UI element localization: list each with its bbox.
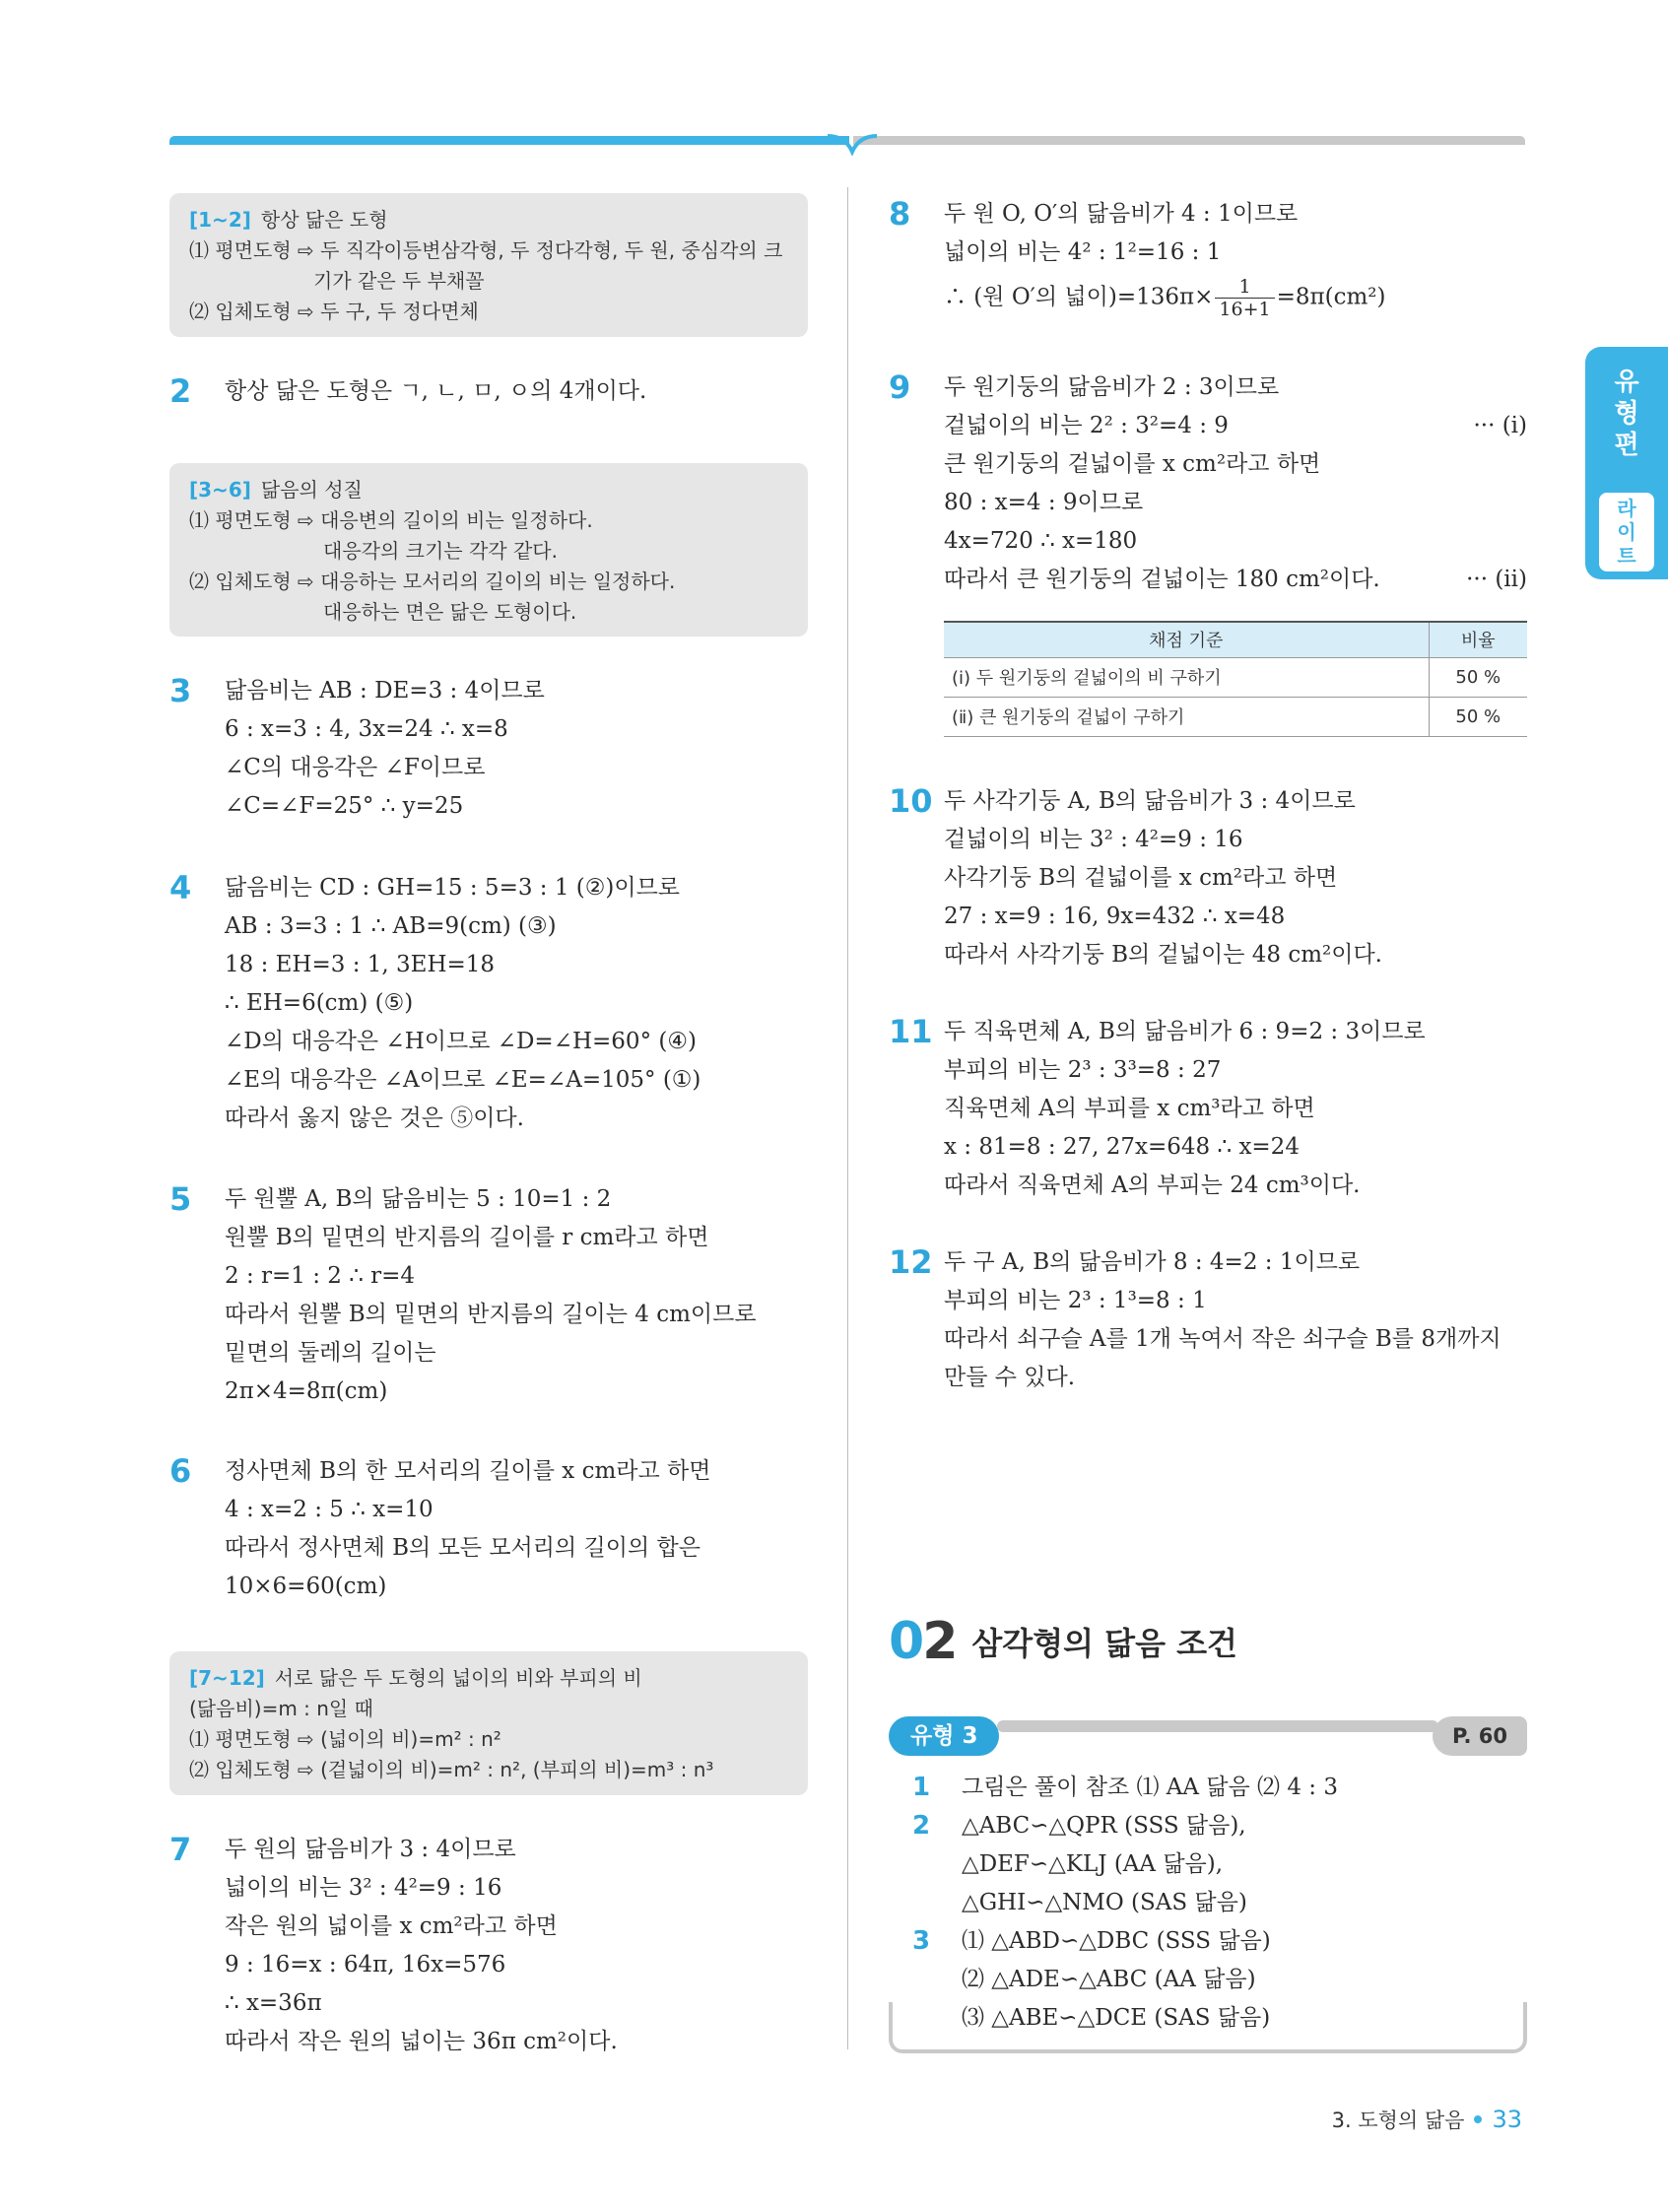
- solution-line: 넓이의 비는 3² : 4²=9 : 16: [225, 1875, 502, 1901]
- problem-2: [169, 372, 808, 411]
- solution-line: 닮음비는 CD : GH=15 : 5=3 : 1 (②)이므로: [225, 875, 681, 901]
- answer-text: △DEF∽△KLJ (AA 닮음),: [962, 1851, 1224, 1877]
- problem-8: [889, 195, 1527, 320]
- problem-11: [889, 1013, 1527, 1205]
- answer-text: ⑴ △ABD∽△DBC (SSS 닮음): [962, 1928, 1271, 1954]
- box-line: ⑴ 평면도형 ⇨ 두 직각이등변삼각형, 두 정다각형, 두 원, 중심각의 크: [189, 238, 783, 262]
- solution-line: AB : 3=3 : 1 ∴ AB=9(cm) (③): [225, 913, 557, 939]
- grading-table: [944, 621, 1527, 737]
- answer-row: [912, 1961, 1523, 1999]
- problem-3: [169, 672, 808, 826]
- table-cell: (ⅱ) 큰 원기둥의 겉넓이 구하기: [944, 697, 1429, 736]
- box-heading: 항상 닮은 도형: [260, 208, 388, 232]
- box-tag: [3~6]: [189, 478, 251, 502]
- side-tab-main-text: 유형편: [1614, 368, 1639, 460]
- footer-chapter: 3. 도형의 닮음: [1331, 2109, 1465, 2132]
- solution-line: 두 사각기둥 A, B의 닮음비가 3 : 4이므로: [944, 788, 1356, 814]
- problem-number: 5: [169, 1180, 192, 1218]
- box-line: ⑴ 평면도형 ⇨ 대응변의 길이의 비는 일정하다.: [189, 508, 593, 532]
- side-tab-sub: [1599, 493, 1654, 571]
- table-header-row: [944, 622, 1527, 657]
- box-line: ⑵ 입체도형 ⇨ 두 구, 두 정다면체: [189, 300, 479, 323]
- table-row: [944, 657, 1527, 697]
- problem-5: [169, 1180, 808, 1411]
- header-bar-left: [169, 136, 849, 145]
- answer-row: [912, 1845, 1523, 1884]
- problem-number: 2: [169, 372, 192, 410]
- box-tag: [1~2]: [189, 208, 251, 232]
- solution-line: x : 81=8 : 27, 27x=648 ∴ x=24: [944, 1134, 1300, 1160]
- solution-line: 넓이의 비는 4² : 1²=16 : 1: [944, 239, 1222, 265]
- problem-6: [169, 1452, 808, 1606]
- problem-number: 4: [169, 869, 192, 906]
- solution-line: 원뿔 B의 밑면의 반지름의 길이를 r cm라고 하면: [225, 1225, 709, 1250]
- page-reference: P. 60: [1433, 1716, 1527, 1756]
- solution-line: 2π×4=8π(cm): [225, 1378, 388, 1404]
- grading-mark: ··· (ⅱ): [1466, 567, 1527, 592]
- solution-line: ∠D의 대응각은 ∠H이므로 ∠D=∠H=60° (④): [225, 1029, 697, 1054]
- summary-box-3: [169, 1651, 808, 1795]
- table-header-cell: 채점 기준: [944, 622, 1429, 657]
- solution-line: 닮음비는 AB : DE=3 : 4이므로: [225, 678, 545, 704]
- solution-line: 따라서 정사면체 B의 모든 모서리의 길이의 합은: [225, 1535, 701, 1561]
- problem-number: 12: [889, 1243, 933, 1281]
- side-tab-sub-text: 라이트: [1617, 497, 1636, 568]
- section-heading: [889, 1612, 1237, 1671]
- answer-text: ⑵ △ADE∽△ABC (AA 닮음): [962, 1967, 1256, 1992]
- solution-line: 따라서 직육면체 A의 부피는 24 cm³이다.: [944, 1173, 1361, 1198]
- solution-line: 직육면체 A의 부피를 x cm³라고 하면: [944, 1096, 1315, 1121]
- solution-line: 따라서 작은 원의 넓이는 36π cm²이다.: [225, 2029, 618, 2054]
- answer-text: ⑶ △ABE∽△DCE (SAS 닮음): [962, 2005, 1271, 2031]
- fraction-numerator: 1: [1215, 276, 1274, 299]
- problem-10: [889, 782, 1527, 974]
- type-label: 유형 3: [889, 1716, 999, 1756]
- solution-line: 큰 원기둥의 겉넓이를 x cm²라고 하면: [944, 451, 1321, 477]
- fraction: [1215, 276, 1274, 320]
- problem-4: [169, 869, 808, 1138]
- calc-prefix: ∴ (원 O′의 넓이)=136π×: [944, 284, 1214, 310]
- type-bar-line: [997, 1720, 1438, 1732]
- solution-line: 항상 닮은 도형은 ㄱ, ㄴ, ㅁ, ㅇ의 4개이다.: [225, 378, 647, 404]
- table-cell: 50 %: [1429, 657, 1527, 697]
- problem-7: [169, 1831, 808, 2061]
- answer-row: [912, 1999, 1523, 2038]
- answer-row: [912, 1922, 1523, 1961]
- solution-line: 부피의 비는 2³ : 1³=8 : 1: [944, 1288, 1207, 1313]
- solution-line: 두 직육면체 A, B의 닮음비가 6 : 9=2 : 3이므로: [944, 1019, 1426, 1044]
- answer-text: △ABC∽△QPR (SSS 닮음),: [962, 1813, 1246, 1839]
- line-text: 따라서 큰 원기둥의 겉넓이는 180 cm²이다.: [944, 567, 1380, 592]
- section-number-o: 0: [889, 1612, 923, 1671]
- solution-line: 따라서 쇠구슬 A를 1개 녹여서 작은 쇠구슬 B를 8개까지: [944, 1326, 1501, 1352]
- solution-line: 부피의 비는 2³ : 3³=8 : 27: [944, 1057, 1222, 1083]
- answer-row: [912, 1807, 1523, 1845]
- solution-line: 80 : x=4 : 9이므로: [944, 490, 1144, 515]
- summary-box-1: [169, 193, 808, 337]
- solution-line: 따라서 원뿔 B의 밑면의 반지름의 길이는 4 cm이므로: [225, 1302, 757, 1327]
- solution-line: 따라서 옳지 않은 것은 ⑤이다.: [225, 1106, 524, 1131]
- box-heading: 닮음의 성질: [260, 478, 363, 502]
- solution-line: 밑면의 둘레의 길이는: [225, 1340, 436, 1366]
- answer-text: 그림은 풀이 참조 ⑴ AA 닮음 ⑵ 4 : 3: [962, 1775, 1338, 1800]
- problem-number: 3: [169, 672, 192, 709]
- solution-line: 만들 수 있다.: [944, 1365, 1076, 1390]
- page-number: 33: [1492, 2106, 1522, 2133]
- page-footer: [1332, 2105, 1522, 2134]
- solution-line: ∴ x=36π: [225, 1990, 322, 2016]
- solution-line: 9 : 16=x : 64π, 16x=576: [225, 1952, 506, 1977]
- fraction-denominator: 16+1: [1219, 299, 1271, 320]
- box-line: 기가 같은 두 부채꼴: [313, 269, 485, 293]
- solution-line: ∠E의 대응각은 ∠A이므로 ∠E=∠A=105° (①): [225, 1067, 701, 1093]
- table-cell: 50 %: [1429, 697, 1527, 736]
- problem-number: 11: [889, 1013, 933, 1050]
- solution-line: 두 구 A, B의 닮음비가 8 : 4=2 : 1이므로: [944, 1249, 1361, 1275]
- solution-line: 사각기둥 B의 겉넓이를 x cm²라고 하면: [944, 865, 1338, 891]
- problem-9: [889, 369, 1527, 599]
- section-number-rest: 2: [922, 1612, 957, 1671]
- grading-mark: ··· (ⅰ): [1473, 413, 1527, 438]
- answer-row: [912, 1769, 1523, 1807]
- solution-line: 따라서 사각기둥 B의 겉넓이는 48 cm²이다.: [944, 942, 1382, 968]
- box-line: 대응각의 크기는 각각 같다.: [323, 539, 558, 563]
- problem-number: 8: [889, 195, 911, 233]
- table-row: [944, 697, 1527, 736]
- box-line: ⑴ 평면도형 ⇨ (넓이의 비)=m² : n²: [189, 1727, 501, 1751]
- solution-line: 두 원기둥의 닮음비가 2 : 3이므로: [944, 374, 1280, 400]
- solution-line: 두 원뿔 A, B의 닮음비는 5 : 10=1 : 2: [225, 1186, 612, 1212]
- answer-row: [912, 1884, 1523, 1922]
- section-title: 삼각형의 닮음 조건: [971, 1625, 1237, 1662]
- solution-line: 6 : x=3 : 4, 3x=24 ∴ x=8: [225, 716, 508, 742]
- footer-dot-icon: [1474, 2115, 1482, 2123]
- solution-line: [944, 407, 1527, 445]
- solution-line: 2 : r=1 : 2 ∴ r=4: [225, 1263, 416, 1289]
- column-divider: [847, 187, 848, 2049]
- side-tab[interactable]: [1585, 347, 1668, 579]
- header-notch: [828, 134, 877, 156]
- solution-line: ∠C=∠F=25° ∴ y=25: [225, 793, 464, 819]
- problem-12: [889, 1243, 1527, 1397]
- problem-number: 6: [169, 1452, 192, 1490]
- box-line: ⑵ 입체도형 ⇨ (겉넓이의 비)=m² : n², (부피의 비)=m³ : n³: [189, 1758, 714, 1781]
- calc-suffix: =8π(cm²): [1276, 284, 1386, 310]
- box-tag: [7~12]: [189, 1666, 265, 1690]
- type-bar: [889, 1716, 1527, 1756]
- answer-number: 3: [912, 1926, 931, 1956]
- problem-number: 10: [889, 782, 933, 820]
- solution-line: 4 : x=2 : 5 ∴ x=10: [225, 1497, 434, 1522]
- box-line: ⑵ 입체도형 ⇨ 대응하는 모서리의 길이의 비는 일정하다.: [189, 570, 676, 593]
- solution-line: [944, 276, 1527, 320]
- solution-line: 작은 원의 넓이를 x cm²라고 하면: [225, 1913, 558, 1939]
- line-text: 겉넓이의 비는 2² : 3²=4 : 9: [944, 413, 1229, 438]
- problem-number: 9: [889, 369, 911, 406]
- solution-line: ∠C의 대응각은 ∠F이므로: [225, 755, 486, 780]
- solution-line: 두 원의 닮음비가 3 : 4이므로: [225, 1837, 516, 1862]
- solution-line: 4x=720 ∴ x=180: [944, 528, 1138, 554]
- header-bar-right: [853, 136, 1525, 145]
- solution-line: 두 원 O, O′의 닮음비가 4 : 1이므로: [944, 201, 1299, 227]
- solution-line: ∴ EH=6(cm) (⑤): [225, 990, 414, 1016]
- side-tab-main: [1585, 367, 1668, 461]
- summary-box-2: [169, 463, 808, 637]
- table-header-cell: 비율: [1429, 622, 1527, 657]
- solution-line: 27 : x=9 : 16, 9x=432 ∴ x=48: [944, 904, 1286, 929]
- solution-line: 18 : EH=3 : 1, 3EH=18: [225, 952, 496, 977]
- table-cell: (ⅰ) 두 원기둥의 겉넓이의 비 구하기: [944, 657, 1429, 697]
- answer-number: 2: [912, 1811, 931, 1841]
- solution-line: 10×6=60(cm): [225, 1574, 387, 1599]
- answer-list: [912, 1769, 1523, 2038]
- solution-line: 정사면체 B의 한 모서리의 길이를 x cm라고 하면: [225, 1458, 711, 1484]
- box-line: (닮음비)=m : n일 때: [189, 1697, 373, 1720]
- problem-number: 7: [169, 1831, 192, 1868]
- answer-number: 1: [912, 1773, 931, 1802]
- box-line: 대응하는 면은 닮은 도형이다.: [323, 600, 577, 624]
- answer-text: △GHI∽△NMO (SAS 닮음): [962, 1890, 1247, 1915]
- box-heading: 서로 닮은 두 도형의 넓이의 비와 부피의 비: [274, 1666, 642, 1690]
- solution-line: [944, 561, 1527, 599]
- section-number: [889, 1612, 956, 1671]
- solution-line: 겉넓이의 비는 3² : 4²=9 : 16: [944, 827, 1243, 852]
